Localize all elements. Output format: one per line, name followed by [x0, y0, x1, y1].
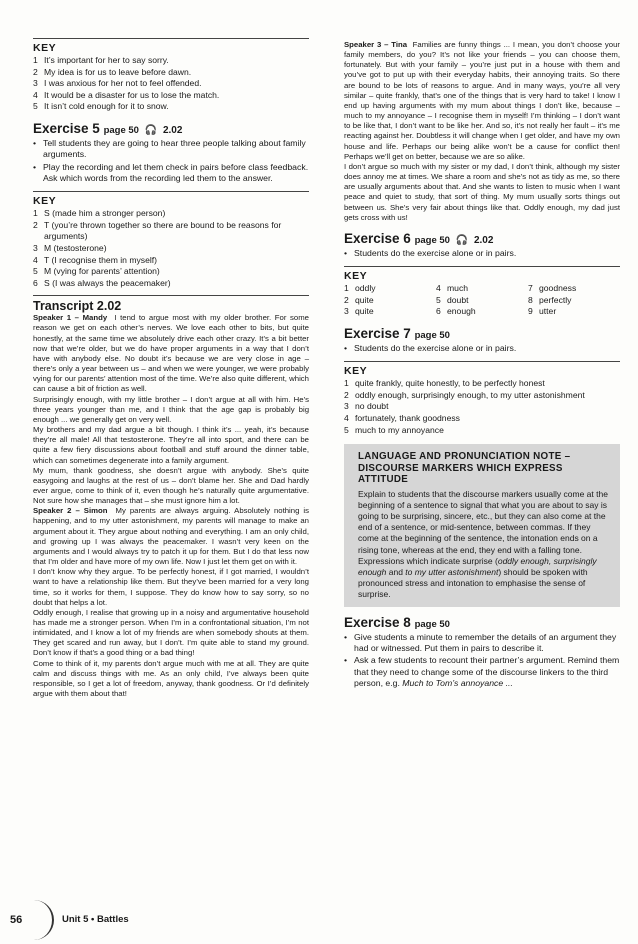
key-item: 8 perfectly — [528, 294, 572, 305]
key-heading: KEY — [344, 361, 620, 377]
key-heading: KEY — [33, 38, 309, 54]
transcript-paragraph: Come to think of it, my parents don’t argue much with me at all. They are quite calm and discuss things with me. As an only child, I’ve always been quite responsible, so I get a lot of freedom, anyway, thank goodness. Or I’d definitely argue with them about that! — [33, 658, 309, 699]
speaker-label: Speaker 3 – Tina — [344, 40, 408, 49]
audio-icon: 🎧 — [144, 124, 158, 136]
key-item: 6 enough — [436, 306, 476, 317]
exercise-5-heading: Exercise 5 page 50 🎧 2.02 — [33, 120, 183, 136]
key-item: 1 It’s important for her to say sorry. — [33, 55, 169, 65]
key-item: 9 utter — [528, 306, 557, 317]
transcript-continued — [344, 40, 620, 223]
transcript-paragraph: Speaker 3 – Tina Families are funny things ... I mean, you don’t choose your family members, do you? It’s not like your friends – you can choose them, fortunately. But with your family – you’re just put in a house with them and you’ve got to put up with their everyday habits, their annoying traits. So there are bound to be lots of reasons to argue. And in many ways, you’re all very similar – quite frankly, that’s one of the things that is very hard to take! I know I end up having arguments with my mum about things I don’t like, because – much to my annoyance – I recognise them in myself! I’m thinking – I don’t want to be like that, I don’t want to be like her. And so, it’s not really her fault – it’s me reacting against her. Doubtless it will change when I get older, and have my own house and life. Perhaps our being alike won’t be a cause for conflict then! Perhaps we’ll get on better, because we are so alike. — [344, 40, 621, 161]
page-footer — [0, 900, 638, 936]
speaker-label: Speaker 2 – Simon — [33, 506, 108, 516]
pronunciation-note-box — [344, 444, 620, 607]
key-heading: KEY — [344, 266, 620, 282]
key-item: 5 M (vying for parents’ attention) — [33, 266, 160, 277]
key-item: 5 much to my annoyance — [344, 424, 444, 435]
key-item: 4 T (I recognise them in myself) — [33, 254, 158, 265]
speaker-label: Speaker 1 – Mandy — [33, 313, 108, 323]
exercise-7-bullets — [344, 343, 620, 354]
transcript-heading: Transcript 2.02 — [33, 295, 309, 313]
exercise-8-heading: Exercise 8 page 50 — [344, 614, 450, 630]
note-title: LANGUAGE AND PRONUNCIATION NOTE – DISCOURSE MARKERS WHICH EXPRESS ATTITUDE — [358, 451, 571, 486]
transcript-paragraph: I don’t know why they argue. To be perfectly honest, if I got married, I wouldn’t want to have a relationship like them. But they’ve been married for a very long time, so it works for them, I suppose. They do know how to say sorry, so no doubt that helps a lot. — [33, 567, 309, 607]
key-item: 2 T (you’re thrown together so there are bound to be reasons for arguments) — [33, 219, 282, 242]
key-item: 5 It isn’t cold enough for it to snow. — [33, 101, 169, 112]
key-item: 1 S (made him a stronger person) — [33, 208, 166, 219]
transcript-paragraph: Speaker 1 – Mandy I tend to argue most with my older brother. For some reason we get on each other’s nerves. We love each other to bits, but quite honestly, at the same time we absolutely drive each other crazy. It’s a bit better now that we’re older, but we do have proper arguments in a way that I don’t have with anybody else. No doubt it’s because we are very close in age – there’s only a year between us – and when we were younger, we were probably vying for our parents’ attention most of the time. We’re also quite different, which can cause a bit of friction as well. — [33, 313, 309, 394]
key-item: 3 no doubt — [344, 401, 389, 412]
transcript-body — [33, 313, 309, 699]
exercise-5-bullets — [33, 138, 309, 184]
bullet-item: • Give students a minute to remember the details of an argument they had or witnessed. Put them in pairs to describe it. — [344, 632, 620, 655]
exercise-6-heading: Exercise 6 page 50 🎧 2.02 — [344, 230, 494, 246]
audio-icon: 🎧 — [455, 234, 469, 246]
key-item: 3 quite — [344, 306, 374, 317]
page-number: 56 — [10, 914, 23, 926]
note-body: Explain to students that the discourse markers usually come at the beginning of a sentence to signal that what you are about to say is going to be surprising, sincere, etc., but they can also come at the end of a sentence, or mid-sentence, between commas. If they come at the beginning of the sentence, the intonation ends on a rising tone, whereas at the end, they end with a falling tone. Expressions which indicate surprise (oddly enough, surprisingly enough and to my utter astonishment) should be spoken with pronounced stress and intonation to emphasise the sense of surprise. — [358, 488, 608, 600]
key-item: 7 goodness — [528, 283, 577, 294]
key-heading: KEY — [33, 191, 309, 207]
exercise-8-bullets — [344, 632, 620, 689]
key-item: 4 It would be a disaster for us to lose the match. — [33, 89, 220, 100]
key-grid — [344, 283, 620, 318]
key-item: 4 much — [436, 283, 469, 294]
key-item: 3 M (testosterone) — [33, 242, 107, 253]
key-item: 5 doubt — [436, 294, 469, 305]
bullet-item: • Students do the exercise alone or in pairs. — [344, 248, 620, 259]
key-list — [344, 378, 620, 436]
transcript-paragraph: I don’t argue so much with my sister or my dad, I don’t think, although my sister does annoy me at times. We share a room and she’s not as tidy as me, so there are usually arguments about that. And she wants to listen to music when I want peace and quiet to study, that sort of thing. My mum usually sorts things out between us. She’s very fair about things like that. Oddly enough, my dad just gets cross with us! — [344, 161, 620, 222]
key-item: 3 I was anxious for her not to feel offended. — [33, 78, 202, 89]
key-item: 4 fortunately, thank goodness — [344, 412, 460, 423]
key-item: 2 oddly enough, surprisingly enough, to my utter astonishment — [344, 389, 585, 400]
bullet-item: • Ask a few students to recount their partner’s argument. Remind them that they need to change some of the discourse linkers to the third person, e.g. Much to Tom’s annoyance ... — [344, 655, 620, 689]
transcript-paragraph: Speaker 2 – Simon My parents are always arguing. Absolutely nothing is happening, and to my utter astonishment, my parents will manage to make an argument about it. They argue about nothing and everything. I am an only child, and growing up I was always the peacemaker. I wasn’t very keen on the arguments and I would always try to patch it up for them. But I do that less now that I’m older and have more of my own life. Now I just let them get on with it. — [33, 506, 309, 567]
key-list — [33, 208, 309, 289]
bullet-item: • Students do the exercise alone or in pairs. — [344, 343, 620, 354]
transcript-paragraph: My mum, thank goodness, she doesn’t argue with anybody. She’s quite easygoing and laughs at the rest of us – don’t blame her. She and Dad hardly ever argue, come to think of it, even though he’s naturally quite argumentative. Not sure how she manages that – she must ignore him a lot. — [33, 465, 309, 506]
key-item: 2 quite — [344, 294, 374, 305]
exercise-6-bullets — [344, 248, 620, 259]
left-column — [33, 38, 309, 699]
transcript-paragraph: Surprisingly enough, with my little brother – I don’t argue at all with him. He’s three years younger than me, and I think that the age gap is probably big enough ... we generally get on very well. — [33, 394, 309, 424]
bullet-item: • Tell students they are going to hear three people talking about family arguments. — [33, 138, 309, 161]
bullet-item: • Play the recording and let them check in pairs before class feedback. Ask which words from the recording led them to the answer. — [33, 162, 309, 185]
key-item: 1 oddly — [344, 283, 376, 294]
key-item: 2 My idea is for us to leave before dawn. — [33, 66, 192, 77]
transcript-paragraph: Oddly enough, I realise that growing up in a noisy and argumentative household has made me a stronger person. When I’m in a confrontational situation, I’m not intimidated, and I know a lot of my friends are when somebody shouts at them. They get scared and run away, but I don’t. I’m quite able to stand my ground. Don’t know if that’s a good thing or a bad thing! — [33, 607, 309, 658]
key-item: 1 quite frankly, quite honestly, to be perfectly honest — [344, 378, 545, 389]
right-column — [344, 40, 620, 690]
exercise-7-heading: Exercise 7 page 50 — [344, 325, 450, 341]
key-item: 6 S (I was always the peacemaker) — [33, 277, 171, 288]
key-list — [33, 55, 309, 113]
transcript-paragraph: My brothers and my dad argue a bit though. I think it’s ... yeah, it’s because they’re all male! All that testosterone. They’re all into sport, and there can be quite a few fiery discussions about football and stuff around the dinner table, which can sometimes degenerate into a family argument. — [33, 425, 309, 465]
unit-label: Unit 5 • Battles — [62, 914, 129, 925]
